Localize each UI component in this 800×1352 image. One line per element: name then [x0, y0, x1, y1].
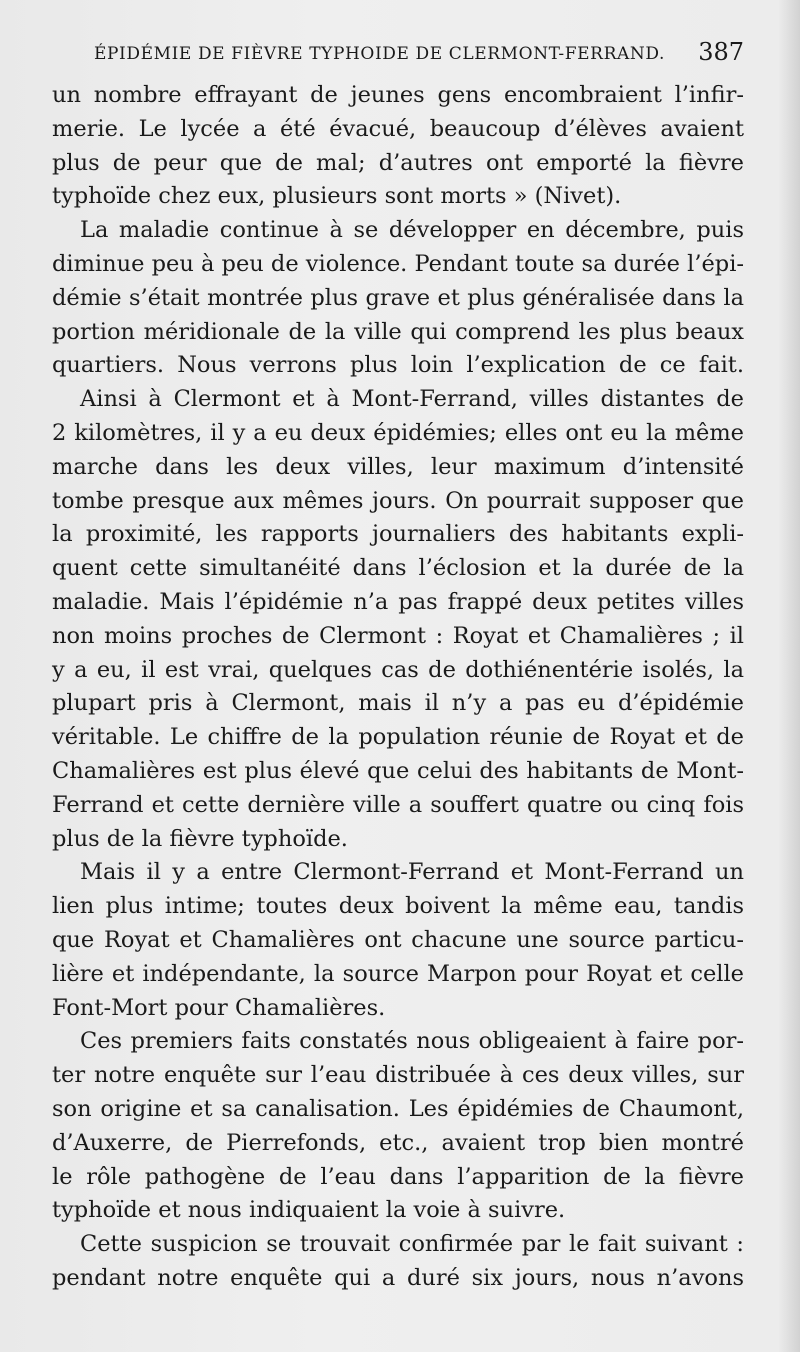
text-line: véritable. Le chiffre de la population réunie de Royat et de: [52, 724, 744, 751]
text-line: que Royat et Chamalières ont chacune une source particu-: [52, 926, 744, 953]
text-line: plupart pris à Clermont, mais il n’y a pas eu d’épidémie: [52, 690, 744, 717]
text-line: portion méridionale de la ville qui comprend les plus beaux: [52, 318, 744, 345]
text-line: maladie. Mais l’épidémie n’a pas frappé deux petites villes: [52, 588, 744, 615]
text-line: son origine et sa canalisation. Les épidémies de Chaumont,: [52, 1095, 744, 1122]
text-line: Ferrand et cette dernière ville a souffert quatre ou cinq fois: [52, 791, 744, 818]
text-line: typhoïde chez eux, plusieurs sont morts » (Nivet).: [52, 183, 622, 210]
text-line: plus de la fièvre typhoïde.: [52, 825, 348, 852]
text-line: plus de peur que de mal; d’autres ont emporté la fièvre: [52, 149, 744, 176]
text-line: quent cette simultanéité dans l’éclosion et la durée de la: [52, 555, 744, 582]
running-header: [94, 38, 744, 68]
text-line: marche dans les deux villes, leur maximum d’intensité: [52, 453, 744, 480]
text-line: non moins proches de Clermont : Royat et Chamalières ; il: [52, 622, 744, 649]
paragraph-first-line: Ainsi à Clermont et à Mont-Ferrand, villes distantes de: [80, 386, 744, 413]
text-line: 2 kilomètres, il y a eu deux épidémies; elles ont eu la même: [52, 419, 744, 446]
text-line: le rôle pathogène de l’eau dans l’apparition de la fièvre: [52, 1163, 744, 1190]
text-line: lien plus intime; toutes deux boivent la même eau, tandis: [52, 893, 744, 920]
page-number: 387: [698, 38, 744, 66]
text-line: d’Auxerre, de Pierrefonds, etc., avaient trop bien montré: [52, 1129, 744, 1156]
text-line: Chamalières est plus élevé que celui des habitants de Mont-: [52, 757, 744, 784]
text-line: ter notre enquête sur l’eau distribuée à ces deux villes, sur: [52, 1062, 744, 1089]
text-line: un nombre effrayant de jeunes gens encombraient l’infir-: [52, 82, 744, 108]
paragraph-first-line: Ces premiers faits constatés nous obligeaient à faire por-: [80, 1028, 744, 1055]
text-line: diminue peu à peu de violence. Pendant toute sa durée l’épi-: [52, 250, 744, 277]
text-line: typhoïde et nous indiquaient la voie à suivre.: [52, 1197, 566, 1224]
paragraph-first-line: Cette suspicion se trouvait confirmée par le fait suivant :: [80, 1231, 744, 1258]
text-line: pendant notre enquête qui a duré six jours, nous n’avons: [52, 1264, 744, 1291]
page-edge-shadow: [778, 0, 800, 1352]
paragraph-first-line: La maladie continue à se développer en décembre, puis: [80, 217, 744, 244]
text-line: la proximité, les rapports journaliers des habitants expli-: [52, 521, 744, 548]
text-line: y a eu, il est vrai, quelques cas de dothiénentérie isolés, la: [52, 656, 744, 683]
text-line: lière et indépendante, la source Marpon pour Royat et celle: [52, 960, 744, 987]
text-line: tombe presque aux mêmes jours. On pourrait supposer que: [52, 487, 744, 514]
text-line: Font-Mort pour Chamalières.: [52, 994, 386, 1021]
body-text: [52, 79, 744, 1296]
text-line: démie s’était montrée plus grave et plus généralisée dans la: [52, 284, 744, 311]
text-line: quartiers. Nous verrons plus loin l’explication de ce fait.: [52, 352, 744, 379]
text-line: merie. Le lycée a été évacué, beaucoup d’élèves avaient: [52, 115, 744, 142]
paragraph-first-line: Mais il y a entre Clermont-Ferrand et Mont-Ferrand un: [80, 859, 744, 886]
running-title: ÉPIDÉMIE DE FIÈVRE TYPHOIDE DE CLERMONT-FERRAND.: [94, 44, 665, 64]
